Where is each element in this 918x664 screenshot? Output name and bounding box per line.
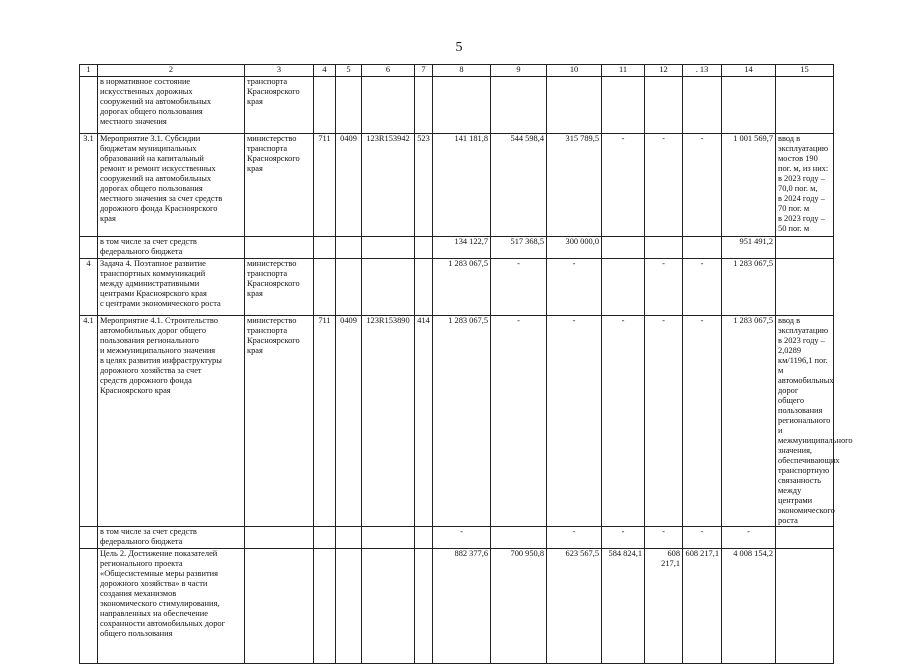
column-header: 10 <box>547 65 602 77</box>
table-cell <box>336 549 362 664</box>
table-cell: в том числе за счет средств федерального бюджета <box>98 237 245 259</box>
table-cell: ввод в эксплуатацию в 2023 году – 2,0289 км/1196,1 пог. м автомобильных дорог общего пользования регионального и межмуниципального значения, обеспечивающих транспортную связанность между центрами экономического роста <box>776 316 834 527</box>
table-cell <box>415 237 433 259</box>
table-cell <box>362 237 415 259</box>
table-cell: 1 001 569,7 <box>722 134 776 237</box>
table-cell: 700 950,8 <box>491 549 547 664</box>
program-table <box>79 64 853 664</box>
table-cell <box>776 77 834 134</box>
table-cell <box>602 237 645 259</box>
table-cell: 3.1 <box>80 134 98 237</box>
table-cell: 0409 <box>336 134 362 237</box>
table-cell: - <box>602 134 645 237</box>
table-cell <box>314 527 336 549</box>
table-cell: - <box>683 527 722 549</box>
column-header: 12 <box>645 65 683 77</box>
table-cell <box>491 527 547 549</box>
table-cell <box>776 549 834 664</box>
table-cell: 414 <box>415 316 433 527</box>
table-cell <box>776 237 834 259</box>
table-cell: 951 491,2 <box>722 237 776 259</box>
table-cell: 4 008 154,2 <box>722 549 776 664</box>
table-cell: 141 181,8 <box>433 134 491 237</box>
table-cell: 134 122,7 <box>433 237 491 259</box>
table-cell <box>80 77 98 134</box>
table-cell <box>722 77 776 134</box>
table-row <box>80 549 834 664</box>
column-header: 15 <box>776 65 834 77</box>
table-cell: министерство транспорта Красноярского края <box>245 316 314 527</box>
table-cell: - <box>645 527 683 549</box>
table-cell: Мероприятие 4.1. Строительство автомобильных дорог общего пользования регионального и межмуниципального значения в целях развития инфраструктуры дорожного хозяйства за счет средств дорожного фонда Красноярского края <box>98 316 245 527</box>
table-cell: 608 217,1 <box>683 549 722 664</box>
table-cell: 0409 <box>336 316 362 527</box>
table-cell: в нормативное состояние искусственных дорожных сооружений на автомобильных дорогах общего пользования местного значения <box>98 77 245 134</box>
table-cell: - <box>602 527 645 549</box>
table-cell: Мероприятие 3.1. Субсидии бюджетам муниципальных образований на капитальный ремонт и ремонт искусственных сооружений на автомобильных дорогах общего пользования местного значения за счет средств дорожного фонда Красноярского края <box>98 134 245 237</box>
table-cell: - <box>547 316 602 527</box>
table-row <box>80 77 834 134</box>
table-cell: Задача 4. Поэтапное развитие транспортных коммуникаций между административными центрами Красноярского края с центрами экономического роста <box>98 259 245 316</box>
table-cell: Цель 2. Достижение показателей регионального проекта «Общесистемные меры развития дорожного хозяйства» в части создания механизмов экономического стимулирования, направленных на обеспечение сохранности автомобильных дорог общего пользования <box>98 549 245 664</box>
table-cell <box>415 259 433 316</box>
table-cell: 315 789,5 <box>547 134 602 237</box>
table-cell: - <box>491 316 547 527</box>
table-cell: транспорта Красноярского края <box>245 77 314 134</box>
column-header: 7 <box>415 65 433 77</box>
table-cell <box>776 259 834 316</box>
table-cell: 544 598,4 <box>491 134 547 237</box>
table-cell: - <box>645 259 683 316</box>
table-cell <box>336 527 362 549</box>
table-row <box>80 259 834 316</box>
column-header: 2 <box>98 65 245 77</box>
table-cell: 623 567,5 <box>547 549 602 664</box>
table-cell: - <box>547 527 602 549</box>
table-cell: - <box>722 527 776 549</box>
table-cell <box>362 77 415 134</box>
table-cell <box>683 77 722 134</box>
table-row <box>80 316 834 527</box>
column-header: 14 <box>722 65 776 77</box>
table-cell: 1 283 067,5 <box>722 316 776 527</box>
table-cell: 300 000,0 <box>547 237 602 259</box>
column-header: 11 <box>602 65 645 77</box>
column-header: 3 <box>245 65 314 77</box>
table-cell <box>683 237 722 259</box>
table-cell <box>336 259 362 316</box>
table-cell: 123R153890 <box>362 316 415 527</box>
table-cell: 517 368,5 <box>491 237 547 259</box>
table-cell: - <box>491 259 547 316</box>
table-cell <box>362 527 415 549</box>
table-cell: - <box>547 259 602 316</box>
table-cell <box>314 77 336 134</box>
table-cell: - <box>683 259 722 316</box>
table-cell <box>645 77 683 134</box>
table-row <box>80 237 834 259</box>
table-cell <box>602 259 645 316</box>
table-cell: 4 <box>80 259 98 316</box>
column-header: 9 <box>491 65 547 77</box>
table-cell <box>362 549 415 664</box>
table-cell: ввод в эксплуатацию мостов 190 пог. м, из них: в 2023 году – 70,0 пог. м, в 2024 году – 70 пог. м в 2023 году – 50 пог. м <box>776 134 834 237</box>
table-cell: - <box>645 316 683 527</box>
table-cell <box>433 77 491 134</box>
column-header: 4 <box>314 65 336 77</box>
table-cell <box>491 77 547 134</box>
table-cell: 1 283 067,5 <box>722 259 776 316</box>
table-cell <box>336 237 362 259</box>
table-cell: - <box>683 316 722 527</box>
table-cell <box>245 527 314 549</box>
table-cell <box>245 237 314 259</box>
table-cell <box>415 549 433 664</box>
table-cell <box>80 549 98 664</box>
table-cell: министерство транспорта Красноярского края <box>245 134 314 237</box>
table-cell: 711 <box>314 134 336 237</box>
table-row <box>80 527 834 549</box>
table-cell: 711 <box>314 316 336 527</box>
table-cell: 882 377,6 <box>433 549 491 664</box>
table-cell <box>415 527 433 549</box>
table-cell: 523 <box>415 134 433 237</box>
table-cell <box>776 527 834 549</box>
table-cell <box>314 237 336 259</box>
table-cell: - <box>683 134 722 237</box>
table-cell: 123R153942 <box>362 134 415 237</box>
table-cell: 1 283 067,5 <box>433 316 491 527</box>
table-cell <box>415 77 433 134</box>
table-cell: 584 824,1 <box>602 549 645 664</box>
column-header: 8 <box>433 65 491 77</box>
header-row <box>80 65 834 77</box>
column-header: 1 <box>80 65 98 77</box>
page-number: 5 <box>455 40 463 55</box>
table-cell: - <box>645 134 683 237</box>
table-cell: в том числе за счет средств федерального бюджета <box>98 527 245 549</box>
table-cell <box>602 77 645 134</box>
table-cell <box>314 549 336 664</box>
column-header: 5 <box>336 65 362 77</box>
table-cell: 4.1 <box>80 316 98 527</box>
table-cell <box>80 527 98 549</box>
column-header: . 13 <box>683 65 722 77</box>
table-cell <box>336 77 362 134</box>
table-cell <box>314 259 336 316</box>
table-cell <box>362 259 415 316</box>
table-row <box>80 134 834 237</box>
table-cell: министерство транспорта Красноярского края <box>245 259 314 316</box>
table-cell <box>80 237 98 259</box>
table-cell: - <box>433 527 491 549</box>
column-header: 6 <box>362 65 415 77</box>
table-cell: 608 217,1 <box>645 549 683 664</box>
table-cell <box>245 549 314 664</box>
table-cell: 1 283 067,5 <box>433 259 491 316</box>
table-cell: - <box>602 316 645 527</box>
table-cell <box>645 237 683 259</box>
table-cell <box>547 77 602 134</box>
